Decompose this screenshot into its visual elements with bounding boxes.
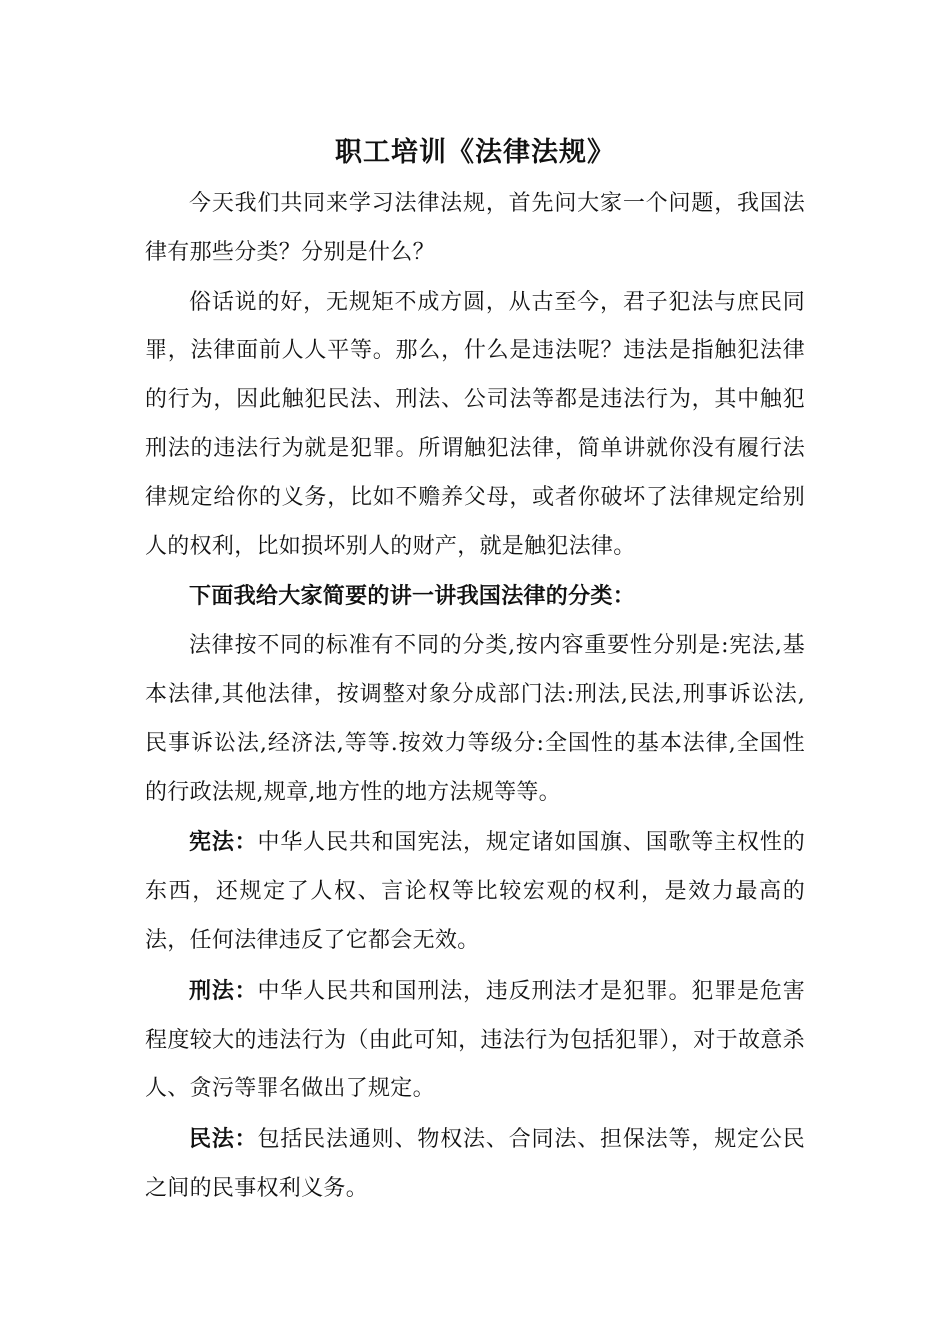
civil-law-term: 民法： — [189, 1126, 258, 1153]
intro-paragraph — [145, 180, 805, 278]
classification-heading — [145, 572, 805, 621]
definition-paragraph-text: 俗话说的好，无规矩不成方圆，从古至今，君子犯法与庶民同罪，法律面前人人平等。那么，什么是违法呢？违法是指触犯法律的行为，因此触犯民法、刑法、公司法等都是违法行为，其中触犯刑法的违法行为就是犯罪。所谓触犯法律，简单讲就你没有履行法律规定给你的义务，比如不赡养父母，或者你破坏了法律规定给别人的权利，比如损坏别人的财产，就是触犯法律。 — [145, 289, 805, 559]
definition-paragraph — [145, 279, 805, 572]
classification-paragraph — [145, 622, 805, 817]
document-title: 职工培训《法律法规》 — [335, 137, 615, 168]
classification-paragraph-text: 法律按不同的标准有不同的分类,按内容重要性分别是:宪法,基本法律,其他法律，按调整对象分成部门法:刑法,民法,刑事诉讼法,民事诉讼法,经济法,等等.按效力等级分:全国性的基本法律,全国性的行政法规,规章,地方性的地方法规等等。 — [145, 633, 805, 805]
criminal-law-description: 中华人民共和国刑法，违反刑法才是犯罪。犯罪是危害程度较大的违法行为（由此可知，违法行为包括犯罪），对于故意杀人、贪污等罪名做出了规定。 — [145, 978, 806, 1102]
classification-heading-text: 下面我给大家简要的讲一讲我国法律的分类： — [189, 583, 636, 610]
criminal-law-paragraph — [145, 967, 805, 1114]
criminal-law-term: 刑法： — [189, 977, 258, 1004]
constitution-paragraph — [145, 818, 805, 965]
civil-law-paragraph — [145, 1115, 805, 1214]
civil-law-description: 包括民法通则、物权法、合同法、担保法等，规定公民之间的民事权利义务。 — [145, 1127, 806, 1201]
intro-paragraph-text: 今天我们共同来学习法律法规，首先问大家一个问题，我国法律有那些分类？分别是什么？ — [145, 191, 805, 265]
constitution-term: 宪法： — [189, 829, 258, 856]
constitution-description: 中华人民共和国宪法，规定诸如国旗、国歌等主权性的东西，还规定了人权、言论权等比较宏观的权利，是效力最高的法，任何法律违反了它都会无效。 — [145, 830, 806, 953]
document-body — [145, 180, 805, 1215]
